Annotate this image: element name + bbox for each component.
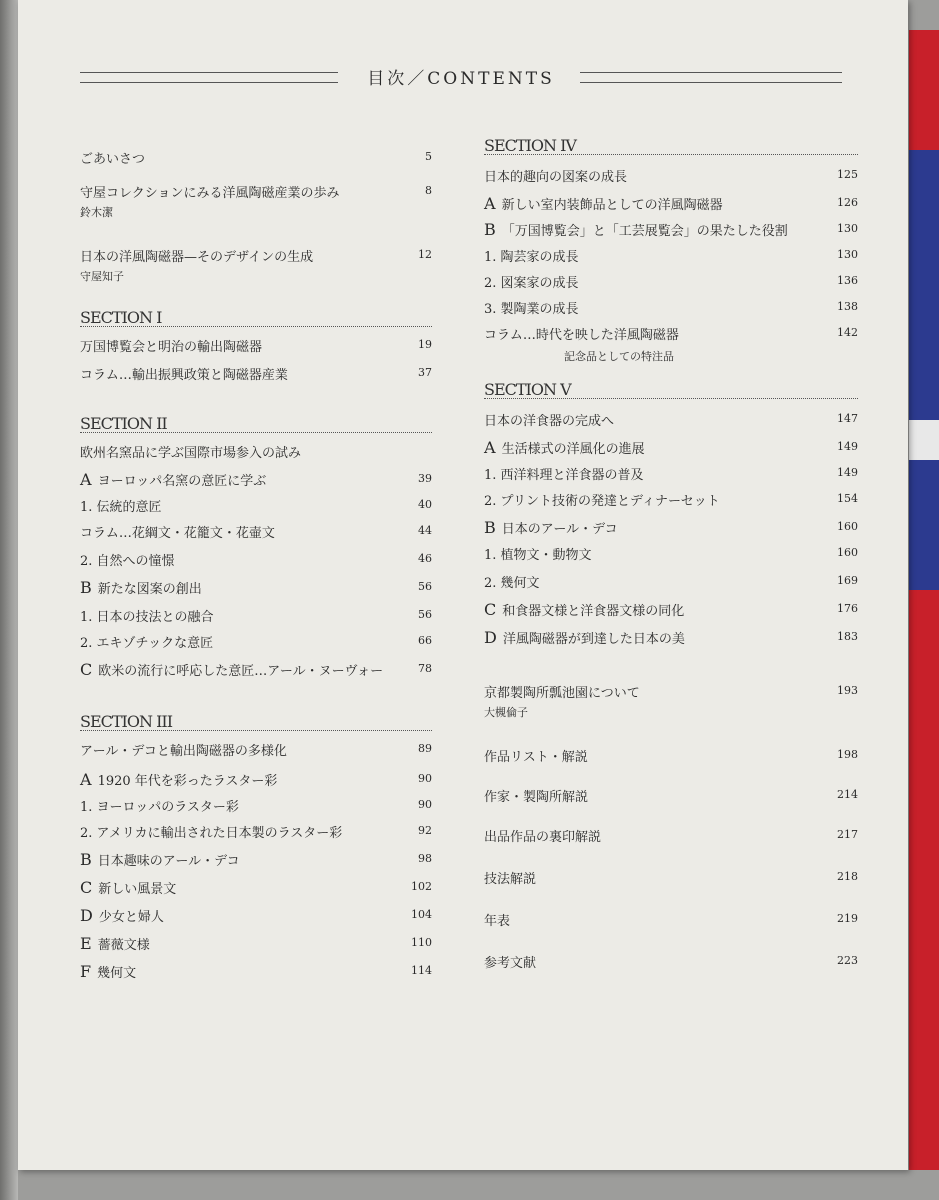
toc-entry — [80, 632, 432, 652]
toc-entry — [80, 606, 432, 626]
toc-entry-page: 44 — [418, 524, 432, 537]
toc-entry-page: 149 — [837, 466, 858, 479]
toc-entry-text: 2. アメリカに輸出された日本製のラスター彩 — [80, 826, 343, 841]
toc-entry-text: 2. プリント技術の発達とディナーセット — [484, 494, 720, 509]
background-book-blue — [909, 150, 939, 590]
toc-entry-title — [80, 246, 313, 265]
toc-entry-title — [80, 522, 275, 541]
toc-entry-title — [80, 496, 162, 515]
section-label: SECTION II — [80, 414, 167, 433]
toc-entry-page: 136 — [837, 274, 858, 287]
toc-entry-title — [80, 182, 339, 201]
toc-entry-text: コラム…時代を映した洋風陶磁器 — [484, 328, 679, 343]
toc-entry — [484, 572, 858, 592]
toc-entry-title — [484, 298, 579, 317]
toc-entry — [484, 682, 858, 702]
toc-entry-letter: C — [80, 878, 93, 897]
toc-entry — [80, 850, 432, 870]
toc-entry-page: 90 — [418, 772, 432, 785]
toc-entry-text: ごあいさつ — [80, 152, 146, 167]
toc-entry-page: 147 — [837, 412, 858, 425]
toc-entry-title — [80, 906, 164, 925]
toc-entry — [80, 496, 432, 516]
toc-entry-page: 90 — [418, 798, 432, 811]
section-dotted-rule — [80, 432, 432, 433]
toc-entry — [80, 934, 432, 954]
toc-entry-page: 8 — [425, 184, 432, 197]
toc-entry-letter: B — [80, 578, 92, 597]
toc-entry-title — [484, 324, 679, 343]
toc-entry-author: 守屋知子 — [80, 270, 124, 283]
toc-entry-letter: D — [80, 906, 93, 925]
toc-entry-title — [80, 148, 145, 167]
toc-entry-letter: B — [484, 518, 496, 537]
toc-entry-text: コラム…花綱文・花籠文・花壷文 — [80, 526, 275, 541]
toc-entry-text: 日本趣味のアール・デコ — [97, 854, 240, 869]
section-heading — [80, 414, 432, 436]
toc-entry-author: 大槻倫子 — [484, 706, 528, 719]
toc-entry — [80, 550, 432, 570]
toc-entry-text: 守屋コレクションにみる洋風陶磁産業の歩み — [80, 186, 340, 201]
toc-entry-page: 169 — [837, 574, 858, 587]
toc-entry-text: 少女と婦人 — [98, 910, 164, 925]
toc-entry — [484, 246, 858, 266]
toc-entry-text: 日本的趣向の図案の成長 — [484, 170, 628, 185]
section-dotted-rule — [80, 730, 432, 731]
toc-entry-text: 2. エキゾチックな意匠 — [80, 636, 214, 651]
toc-entry — [80, 770, 432, 790]
toc-entry — [484, 220, 858, 240]
toc-entry — [80, 660, 432, 680]
toc-entry-page: 12 — [418, 248, 432, 261]
toc-entry — [484, 786, 858, 806]
toc-entry — [80, 906, 432, 926]
toc-entry-letter: E — [80, 934, 92, 953]
toc-entry-letter: C — [80, 660, 93, 679]
toc-entry-title — [80, 770, 277, 789]
page-header — [80, 68, 840, 92]
toc-entry-title — [80, 796, 239, 815]
toc-entry-title — [484, 910, 510, 929]
toc-entry-page: 102 — [411, 880, 432, 893]
toc-entry-page: 214 — [837, 788, 858, 801]
toc-entry-page: 114 — [411, 964, 432, 977]
toc-entry-page: 198 — [837, 748, 858, 761]
toc-entry-text: 3. 製陶業の成長 — [484, 302, 579, 317]
toc-entry-title — [484, 438, 645, 457]
toc-entry-text: 洋風陶磁器が到達した日本の美 — [502, 632, 685, 647]
toc-entry-page: 130 — [837, 248, 858, 261]
toc-entry-text: 作品リスト・解説 — [484, 750, 588, 765]
toc-entry-page: 19 — [418, 338, 432, 351]
toc-entry-text: 和食器文様と洋食器文様の同化 — [502, 604, 685, 619]
toc-entry — [80, 578, 432, 598]
toc-entry-page: 92 — [418, 824, 432, 837]
section-heading — [80, 712, 432, 734]
toc-entry-text: 1. 伝統的意匠 — [80, 500, 162, 515]
toc-entry-page: 125 — [837, 168, 858, 181]
toc-entry — [484, 910, 858, 930]
page-title: 目次／CONTENTS — [367, 69, 555, 89]
toc-entry-text: 生活様式の洋風化の進展 — [501, 442, 645, 457]
toc-entry-page: 223 — [837, 954, 858, 967]
toc-entry — [80, 878, 432, 898]
section-heading — [484, 380, 858, 402]
toc-entry-text: 日本のアール・デコ — [501, 522, 618, 537]
toc-entry-text: 万国博覧会と明治の輸出陶磁器 — [80, 340, 263, 355]
toc-entry-text: 薔薇文様 — [97, 938, 150, 953]
header-rule-right — [580, 72, 842, 83]
section-label: SECTION IV — [484, 136, 576, 155]
toc-entry-page: 37 — [418, 366, 432, 379]
toc-entry-page: 154 — [837, 492, 858, 505]
toc-entry-text: 1. 西洋料理と洋食器の普及 — [484, 468, 644, 483]
toc-entry-author: 鈴木潔 — [80, 206, 113, 219]
toc-entry-title — [80, 962, 136, 981]
toc-entry-letter: D — [484, 628, 497, 647]
toc-entry — [484, 324, 858, 344]
toc-entry — [484, 600, 858, 620]
toc-entry-text: 新しい室内装飾品としての洋風陶磁器 — [501, 198, 723, 213]
toc-entry — [80, 740, 432, 760]
toc-entry-letter: A — [484, 438, 496, 457]
toc-entry-text: 欧米の流行に呼応した意匠…アール・ヌーヴォー — [98, 664, 384, 679]
toc-entry-page: 110 — [411, 936, 432, 949]
toc-entry-title — [484, 786, 588, 805]
toc-entry — [484, 746, 858, 766]
toc-entry-text: 幾何文 — [97, 966, 137, 981]
toc-entry-letter: A — [80, 770, 92, 789]
toc-entry — [484, 464, 858, 484]
toc-entry — [80, 822, 432, 842]
toc-entry-title — [484, 166, 627, 185]
toc-entry-page: 40 — [418, 498, 432, 511]
section-dotted-rule — [80, 326, 432, 327]
toc-entry-text: 「万国博覧会」と「工芸展覧会」の果たした役割 — [501, 224, 788, 239]
toc-entry-text: 作家・製陶所解説 — [484, 790, 589, 805]
toc-entry-text: 2. 図案家の成長 — [484, 276, 579, 291]
toc-entry-title — [484, 246, 579, 265]
toc-entry-text: 新しい風景文 — [98, 882, 177, 897]
toc-entry-title — [484, 628, 685, 647]
toc-entry-letter: F — [80, 962, 92, 981]
toc-entry-title — [484, 220, 788, 239]
contents-page — [18, 0, 908, 1170]
toc-entry — [484, 628, 858, 648]
toc-entry-text: 1. ヨーロッパのラスター彩 — [80, 800, 239, 815]
toc-entry-title — [484, 572, 540, 591]
toc-entry-title — [484, 952, 536, 971]
toc-entry-title — [80, 442, 301, 461]
toc-entry-text: 2. 幾何文 — [484, 576, 540, 591]
section-label: SECTION III — [80, 712, 173, 731]
toc-entry-page: 104 — [411, 908, 432, 921]
toc-entry-title — [80, 364, 288, 383]
toc-entry-text: 日本の洋食器の完成へ — [484, 414, 615, 429]
toc-entry — [484, 868, 858, 888]
section-heading — [484, 136, 858, 158]
toc-entry-page: 183 — [837, 630, 858, 643]
toc-entry-title — [484, 518, 618, 537]
toc-entry — [484, 952, 858, 972]
toc-entry-page: 5 — [425, 150, 432, 163]
toc-entry-text: ヨーロッパ名窯の意匠に学ぶ — [97, 474, 267, 489]
toc-entry — [80, 336, 432, 356]
toc-entry-title — [484, 272, 579, 291]
section-label: SECTION V — [484, 380, 571, 399]
toc-entry-text: 日本の洋風陶磁器—そのデザインの生成 — [80, 250, 314, 265]
toc-entry — [484, 194, 858, 214]
toc-entry-letter: C — [484, 600, 497, 619]
toc-entry-text: コラム…輸出振興政策と陶磁器産業 — [80, 368, 288, 383]
toc-entry-text: 1. 植物文・動物文 — [484, 548, 592, 563]
toc-entry — [484, 490, 858, 510]
toc-entry-page: 39 — [418, 472, 432, 485]
toc-entry-title — [80, 550, 175, 569]
toc-entry-title — [484, 464, 644, 483]
toc-entry-title — [484, 544, 592, 563]
toc-entry-page: 126 — [837, 196, 858, 209]
toc-entry — [80, 442, 432, 462]
toc-entry-text: 技法解説 — [484, 872, 537, 887]
toc-entry-page: 217 — [837, 828, 858, 841]
toc-entry — [80, 796, 432, 816]
toc-entry-subtitle: 記念品としての特注品 — [564, 350, 674, 363]
toc-entry-page: 89 — [418, 742, 432, 755]
toc-entry — [80, 364, 432, 384]
toc-entry-title — [80, 470, 266, 489]
toc-entry-page: 219 — [837, 912, 858, 925]
section-dotted-rule — [484, 154, 858, 155]
toc-entry-text: アール・デコと輸出陶磁器の多様化 — [80, 744, 287, 759]
toc-entry — [80, 148, 432, 168]
adjacent-book-edge — [0, 0, 18, 1200]
toc-entry-title — [484, 490, 720, 509]
toc-entry-title — [80, 822, 342, 841]
toc-entry — [484, 438, 858, 458]
toc-entry — [80, 246, 432, 266]
toc-entry — [484, 518, 858, 538]
toc-entry-letter: A — [484, 194, 496, 213]
toc-entry-text: 欧州名窯品に学ぶ国際市場参入の試み — [80, 446, 302, 461]
toc-entry-page: 78 — [418, 662, 432, 675]
toc-entry — [80, 522, 432, 542]
toc-entry-title — [484, 868, 536, 887]
toc-entry-title — [484, 194, 723, 213]
toc-entry-title — [484, 826, 601, 845]
toc-entry-text: 京都製陶所瓢池園について — [484, 686, 640, 701]
toc-entry-title — [80, 740, 287, 759]
toc-entry-text: 参考文献 — [484, 956, 537, 971]
toc-entry-page: 66 — [418, 634, 432, 647]
toc-entry-page: 160 — [837, 546, 858, 559]
toc-entry-page: 193 — [837, 684, 858, 697]
toc-entry-text: 1. 日本の技法との融合 — [80, 610, 214, 625]
toc-entry-text: 出品作品の裏印解説 — [484, 830, 602, 845]
toc-entry — [484, 272, 858, 292]
toc-entry-text: 2. 自然への憧憬 — [80, 554, 175, 569]
toc-entry-title — [80, 934, 150, 953]
toc-entry-text: 年表 — [484, 914, 511, 929]
toc-entry — [484, 166, 858, 186]
toc-entry-letter: B — [484, 220, 496, 239]
toc-entry-page: 56 — [418, 608, 432, 621]
toc-entry-page: 149 — [837, 440, 858, 453]
toc-entry-text: 1. 陶芸家の成長 — [484, 250, 579, 265]
section-dotted-rule — [484, 398, 858, 399]
toc-entry-title — [80, 878, 176, 897]
toc-entry-title — [80, 660, 383, 679]
header-rule-left — [80, 72, 338, 83]
toc-entry-page: 218 — [837, 870, 858, 883]
toc-entry-page: 130 — [837, 222, 858, 235]
toc-entry — [484, 826, 858, 846]
toc-entry — [80, 182, 432, 202]
toc-entry-title — [80, 632, 213, 651]
toc-entry-page: 142 — [837, 326, 858, 339]
toc-entry-page: 46 — [418, 552, 432, 565]
toc-entry-title — [484, 410, 614, 429]
toc-entry-title — [80, 850, 240, 869]
toc-entry-page: 56 — [418, 580, 432, 593]
toc-entry-page: 176 — [837, 602, 858, 615]
background-book-label — [909, 420, 939, 460]
toc-entry-text: 1920 年代を彩ったラスター彩 — [97, 774, 278, 789]
toc-entry — [484, 298, 858, 318]
section-label: SECTION I — [80, 308, 162, 327]
toc-entry-title — [80, 336, 262, 355]
toc-entry-title — [484, 746, 588, 765]
toc-entry — [484, 544, 858, 564]
toc-entry-page: 160 — [837, 520, 858, 533]
toc-entry-letter: B — [80, 850, 92, 869]
toc-entry-title — [80, 578, 202, 597]
toc-entry-title — [484, 682, 640, 701]
toc-entry-title — [484, 600, 684, 619]
toc-entry-letter: A — [80, 470, 92, 489]
toc-entry-page: 98 — [418, 852, 432, 865]
toc-entry-text: 新たな図案の創出 — [97, 582, 202, 597]
toc-entry-title — [80, 606, 214, 625]
toc-entry — [484, 410, 858, 430]
toc-entry — [80, 962, 432, 982]
toc-entry — [80, 470, 432, 490]
section-heading — [80, 308, 432, 330]
toc-entry-page: 138 — [837, 300, 858, 313]
